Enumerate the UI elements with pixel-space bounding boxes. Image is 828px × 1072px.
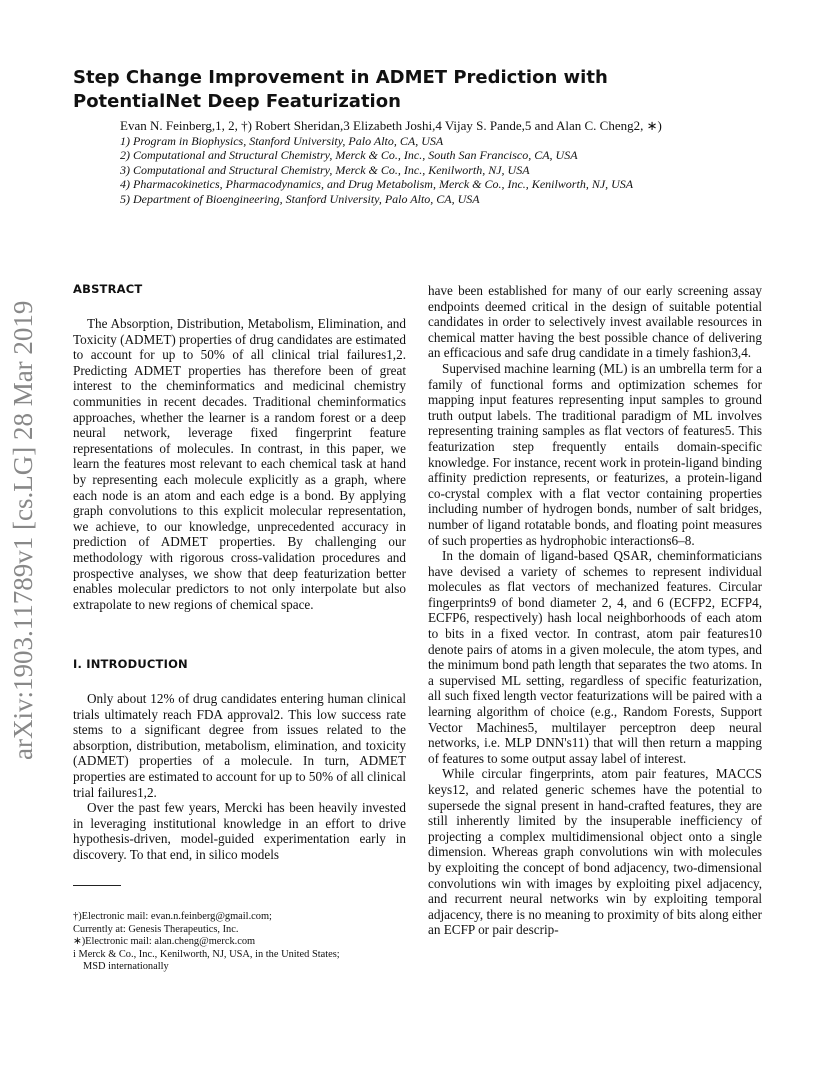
footnote-2: Currently at: Genesis Therapeutics, Inc. (73, 923, 239, 935)
affiliation-5: 5) Department of Bioengineering, Stanford University, Palo Alto, CA, USA (120, 191, 480, 206)
footnote-rule (73, 885, 121, 886)
right-paragraph-1: have been established for many of our early screening assay endpoints deemed critical in the design of suitable potential candidates in order to selectively invest available resources in chemical matter having the best possible chance of delivering an efficacious and safe drug candidate in a timely fashion3,4. (428, 283, 762, 361)
author-list: Evan N. Feinberg,1, 2, †) Robert Sheridan,3 Elizabeth Joshi,4 Vijay S. Pande,5 and Alan C. Cheng2, ∗) (120, 118, 662, 133)
intro-paragraph-2: Over the past few years, Mercki has been heavily invested in leveraging institutional knowledge in an effort to drive hypothesis-driven, model-guided experimentation early in discovery. To that end, in silico models (73, 800, 406, 862)
right-column-body (428, 283, 762, 938)
affiliation-list (120, 134, 700, 206)
affiliation-2: 2) Computational and Structural Chemistry, Merck & Co., Inc., South San Francisco, CA, USA (120, 148, 578, 163)
footnote-3: ∗)Electronic mail: alan.cheng@merck.com (73, 936, 256, 948)
paper-title: Step Change Improvement in ADMET Prediction with PotentialNet Deep Featurization (73, 67, 608, 112)
footnote-5: MSD internationally (83, 961, 169, 973)
intro-body (73, 691, 406, 863)
right-paragraph-2: Supervised machine learning (ML) is an umbrella term for a family of functional forms and optimization schemes for mapping input features representing input samples to ground truth output labels. The traditional paradigm of ML involves representing training samples as flat vectors of features5. This featurization step frequently entails domain-specific knowledge. For instance, recent work in protein-ligand binding affinity prediction represents, or featurizes, a protein-ligand co-crystal complex with a flat vector containing properties including number of hydrogen bonds, number of salt bridges, number of ligand rotatable bonds, and floating point measures of such properties as hydrophobic interactions6–8. (428, 360, 762, 548)
footnotes (73, 911, 413, 974)
abstract-paragraph: The Absorption, Distribution, Metabolism, Elimination, and Toxicity (ADMET) properties of drug candidates are estimated to account for up to 50% of all clinical trial failures1,2. Predicting ADMET properties has therefore been of great interest to the cheminformatics and medicinal chemistry communities in recent decades. Traditional cheminformatics approaches, whether the learner is a random forest or a deep neural network, leverage fixed fingerprint feature representations of molecules. In contrast, in this paper, we learn the features most relevant to each chemical task at hand by representing each molecule explicitly as a graph, where each node is an atom and each edge is a bond. By applying graph convolutions to this explicit molecular representation, we achieve, to our knowledge, unprecedented accuracy in prediction of ADMET properties. By challenging our methodology with rigorous cross-validation procedures and prospective analyses, we show that deep featurization better enables molecular predictors to not only interpolate but also extrapolate to new regions of chemical space. (73, 316, 406, 612)
arxiv-stamp-text: arXiv:1903.11789v1 [cs.LG] 28 Mar 2019 (8, 300, 38, 760)
abstract-body (73, 316, 406, 612)
right-paragraph-4: While circular fingerprints, atom pair features, MACCS keys12, and related generic schemes have the potential to supersede the signal present in hand-crafted features, they are still inherently limited by the insuperable inefficiency of projecting a complex multidimensional object onto a single dimension. Whereas graph convolutions win with molecules by exploiting the concept of bond adjacency, two-dimensional convolutions win with images by exploiting pixel adjacency, and recurrent neural networks win by exploiting temporal adjacency, there is no meaning to proximity of bits along either an ECFP or pair descrip- (428, 766, 762, 938)
right-paragraph-3: In the domain of ligand-based QSAR, cheminformaticians have devised a variety of schemes to represent individual molecules as flat vectors of mechanized features. Circular fingerprints9 of bond diameter 2, 4, and 6 (ECFP2, ECFP4, ECFP6, respectively) hash local neighborhoods of each atom to bits in a fixed vector. In contrast, atom pair features10 denote pairs of atoms in a given molecule, the atom types, and the minimum bond path length that separates the two atoms. In a supervised ML setting, regardless of specific featurization, all such fixed length vector featurizations will be paired with a learning algorithm of choice (e.g., Random Forests, Support Vector Machines5, multilayer perceptron deep neural networks, i.e. MLP DNN's11) that will then return a mapping of features to some output assay label of interest. (428, 548, 762, 766)
affiliation-3: 3) Computational and Structural Chemistry, Merck & Co., Inc., Kenilworth, NJ, USA (120, 162, 530, 177)
arxiv-stamp (2, 270, 42, 770)
intro-paragraph-1: Only about 12% of drug candidates entering human clinical trials ultimately reach FDA approval2. This low success rate stems to a significant degree from issues related to the absorption, distribution, metabolism, elimination, and toxicity (ADMET) properties of a molecule. In turn, ADMET properties are estimated to account for up to 50% of all clinical trial failures1,2. (73, 691, 406, 800)
intro-heading: I. INTRODUCTION (73, 657, 188, 671)
affiliation-4: 4) Pharmacokinetics, Pharmacodynamics, and Drug Metabolism, Merck & Co., Inc., Kenilworth, NJ, USA (120, 177, 634, 192)
footnote-4: i Merck & Co., Inc., Kenilworth, NJ, USA, in the United States; (73, 948, 340, 960)
footnote-1: †)Electronic mail: evan.n.feinberg@gmail.com; (73, 911, 272, 922)
abstract-heading: ABSTRACT (73, 282, 143, 296)
affiliation-1: 1) Program in Biophysics, Stanford University, Palo Alto, CA, USA (120, 134, 444, 148)
